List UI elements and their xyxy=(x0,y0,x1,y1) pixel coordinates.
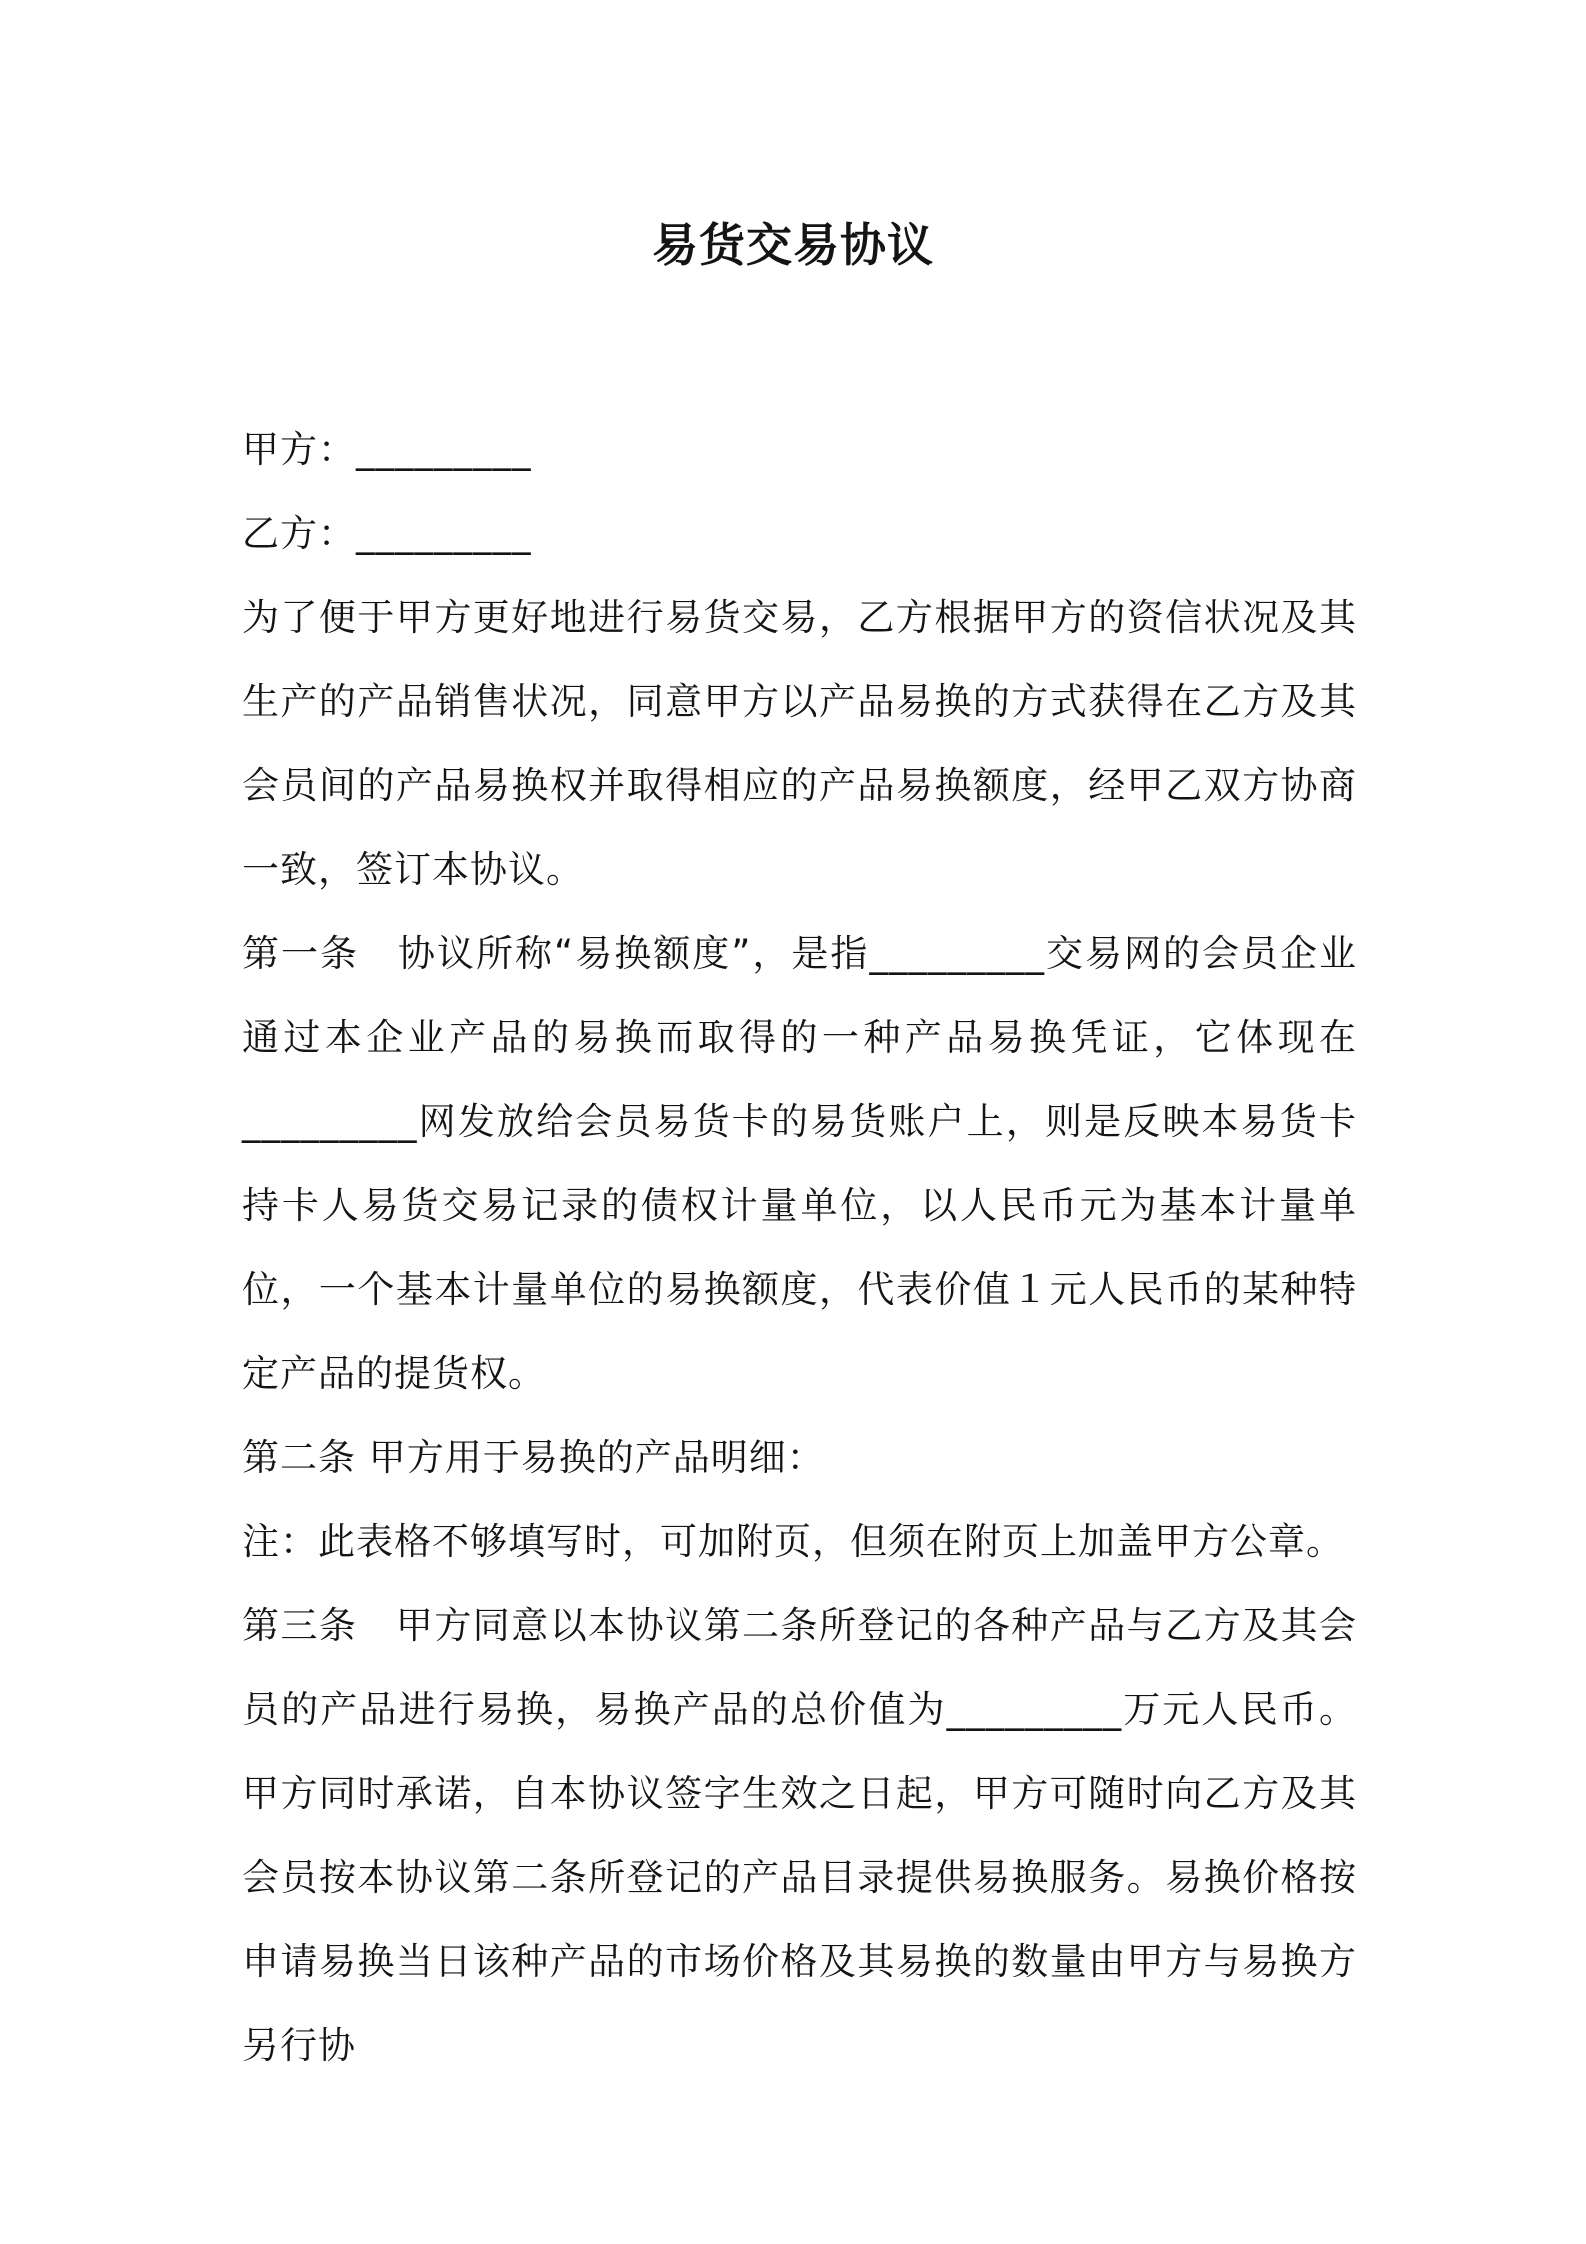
party-b-line: 乙方：_________ xyxy=(242,512,532,555)
party-a-line: 甲方：_________ xyxy=(242,428,532,471)
preamble-paragraph: 为了便于甲方更好地进行易货交易，乙方根据甲方的资信状况及其生产的产品销售状况，同意甲方以产品易换的方式获得在乙方及其会员间的产品易换权并取得相应的产品易换额度，经甲乙双方协商一致，签订本协议。 xyxy=(242,596,1357,891)
document-body xyxy=(242,408,1357,2088)
article-2-paragraph: 第二条 甲方用于易换的产品明细： xyxy=(242,1436,825,1479)
article-3-paragraph: 第三条 甲方同意以本协议第二条所登记的各种产品与乙方及其会员的产品进行易换，易换产品的总价值为_________万元人民币。甲方同时承诺，自本协议签字生效之日起，甲方可随时向乙方及其会员按本协议第二条所登记的产品目录提供易换服务。易换价格按申请易换当日该种产品的市场价格及其易换的数量由甲方与易换方另行协 xyxy=(242,1604,1357,2067)
article-1-paragraph: 第一条 协议所称“易换额度”，是指_________交易网的会员企业通过本企业产品的易换而取得的一种产品易换凭证，它体现在_________网发放给会员易货卡的易货账户上，则是反映本易货卡持卡人易货交易记录的债权计量单位，以人民币元为基本计量单位，一个基本计量单位的易换额度，代表价值１元人民币的某种特定产品的提货权。 xyxy=(242,932,1357,1395)
document-title: 易货交易协议 xyxy=(652,218,934,272)
note-paragraph: 注：此表格不够填写时，可加附页，但须在附页上加盖甲方公章。 xyxy=(242,1520,1344,1563)
